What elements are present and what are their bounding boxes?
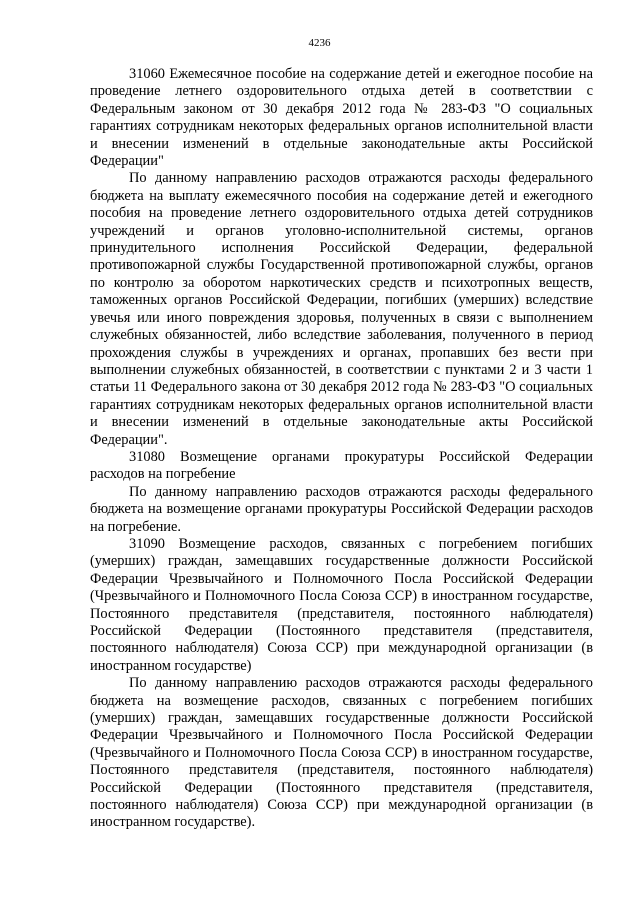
section-heading-31060: 31060 Ежемесячное пособие на содержание детей и ежегодное пособие на проведение летнего оздоровительного отдыха детей в соответствии с Федеральным законом от 30 декабря 2012 года № 283-ФЗ "О социальных гарантиях сотрудникам некоторых федеральных органов исполнительной власти и внесении изменений в отдельные законодательные акты Российской Федерации" <box>90 66 593 170</box>
section-heading-31080: 31080 Возмещение органами прокуратуры Российской Федерации расходов на погребение <box>90 448 593 483</box>
page-number: 4236 <box>308 37 331 49</box>
section-description-31090: По данному направлению расходов отражаются расходы федерального бюджета на возмещение расходов, связанных с погребением погибших (умерших) граждан, замещавших государственные должности Российской Федерации Чрезвычайного и Полномочного Посла Российской Федерации (Чрезвычайного и Полномочного Посла Союза ССР) в иностранном государстве, Постоянного представителя (представителя, постоянного наблюдателя) Российской Федерации (Постоянного представителя (представителя, постоянного наблюдателя) Союза ССР) при международной организации (в иностранном государстве). <box>90 675 593 831</box>
section-description-31080: По данному направлению расходов отражаются расходы федерального бюджета на возмещение органами прокуратуры Российской Федерации расходов на погребение. <box>90 483 593 535</box>
section-description-31060: По данному направлению расходов отражаются расходы федерального бюджета на выплату ежемесячного пособия на содержание детей и ежегодного пособия на проведение летнего оздоровительного отдыха детей сотрудников учреждений и органов уголовно-исполнительной системы, органов принудительного исполнения Российской Федерации, федеральной противопожарной службы Государственной противопожарной службы, органов по контролю за оборотом наркотических средств и психотропных веществ, таможенных органов Российской Федерации, погибших (умерших) вследствие увечья или иного повреждения здоровья, полученных в связи с выполнением служебных обязанностей, либо вследствие заболевания, полученного в период прохождения службы в учреждениях и органах, пропавших без вести при выполнении служебных обязанностей, в соответствии с пунктами 2 и 3 части 1 статьи 11 Федерального закона от 30 декабря 2012 года № 283-ФЗ "О социальных гарантиях сотрудникам некоторых федеральных органов исполнительной власти и внесении изменений в отдельные законодательные акты Российской Федерации". <box>90 170 593 448</box>
section-heading-31090: 31090 Возмещение расходов, связанных с погребением погибших (умерших) граждан, замещавших государственные должности Российской Федерации Чрезвычайного и Полномочного Посла Российской Федерации (Чрезвычайного и Полномочного Посла Союза ССР) в иностранном государстве, Постоянного представителя (представителя, постоянного наблюдателя) Российской Федерации (Постоянного представителя (представителя, постоянного наблюдателя) Союза ССР) при международной организации (в иностранном государстве) <box>90 535 593 674</box>
document-body <box>90 66 593 832</box>
